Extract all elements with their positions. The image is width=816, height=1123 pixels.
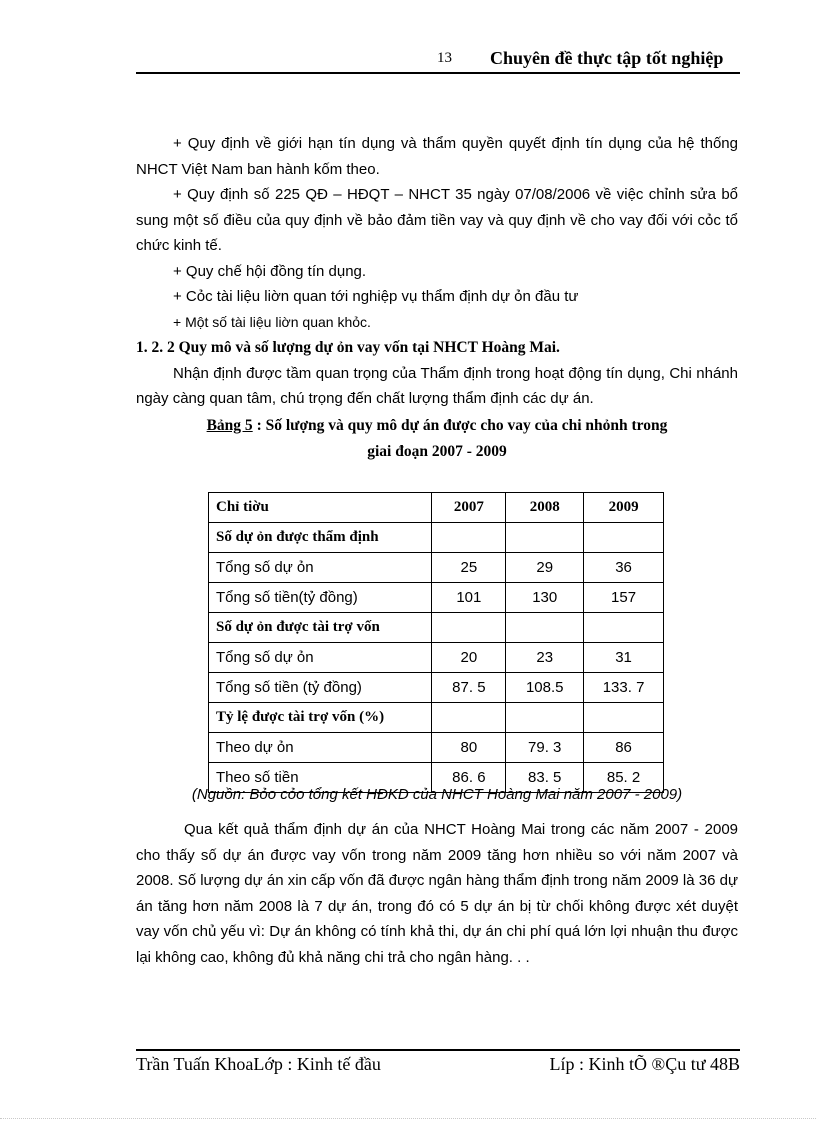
- table-cell: Tổng số dự ỏn: [209, 643, 432, 673]
- table-cell: 25: [432, 553, 506, 583]
- table-cell: 130: [506, 583, 584, 613]
- table-cell: Số dự ỏn được tài trợ vốn: [209, 613, 432, 643]
- table-cell: 23: [506, 643, 584, 673]
- table-cell: 101: [432, 583, 506, 613]
- table-row: [209, 673, 664, 703]
- table-cell: [506, 613, 584, 643]
- caption-line-1: [136, 413, 738, 439]
- table-cell: Tổng số dự ỏn: [209, 553, 432, 583]
- table-cell: [432, 613, 506, 643]
- header-title: Chuyên đề thực tập tốt nghiệp: [490, 48, 724, 68]
- table-row: [209, 733, 664, 763]
- table-cell: Tổng số tiền (tỷ đồng): [209, 673, 432, 703]
- page-number: 13: [437, 50, 452, 66]
- table-cell: Tỷ lệ được tài trợ vốn (%): [209, 703, 432, 733]
- header-cell: 2008: [506, 493, 584, 523]
- caption-line-2: giai đoạn 2007 - 2009: [367, 443, 507, 460]
- intro-paragraph: Nhận định được tầm quan trọng của Thẩm định trong hoạt động tín dụng, Chi nhánh ngày càng quan tâm, chú trọng đến chất lượng thẩm định các dự án.: [136, 364, 738, 407]
- section-heading: 1. 2. 2 Quy mô và số lượng dự ỏn vay vốn tại NHCT Hoàng Mai.: [136, 339, 560, 356]
- paragraph-regulation-225: + Quy định số 225 QĐ – HĐQT – NHCT 35 ngày 07/08/2006 về việc chỉnh sửa bổ sung một số điều của quy định về bảo đảm tiền vay và quy định về cho vay đối với cỏc tổ chức kinh tế.: [136, 186, 738, 254]
- table-cell: 87. 5: [432, 673, 506, 703]
- table-cell: [584, 703, 664, 733]
- header-cell: Chỉ tiờu: [209, 493, 432, 523]
- table-cell: Tổng số tiền(tỷ đồng): [209, 583, 432, 613]
- table-section-row: [209, 523, 664, 553]
- data-table: [208, 492, 664, 793]
- paragraph-appraisal-docs: + Cỏc tài liệu liờn quan tới nghiệp vụ thẩm định dự ỏn đầu tư: [173, 288, 579, 305]
- caption-text: : Số lượng và quy mô dự án được cho vay của chi nhỏnh trong: [252, 417, 668, 434]
- table-header-row: [209, 493, 664, 523]
- source-note: (Nguồn: Bỏo cỏo tổng kết HĐKD của NHCT Hoàng Mai năm 2007 - 2009): [191, 786, 683, 803]
- table-cell: [584, 613, 664, 643]
- table-cell: 85. 2: [584, 763, 664, 793]
- table-cell: 86: [584, 733, 664, 763]
- footer-author: Trần Tuấn KhoaLớp : Kinh tế đầu: [136, 1054, 381, 1074]
- table-cell: 80: [432, 733, 506, 763]
- table-cell: [584, 523, 664, 553]
- body-upper: [136, 131, 738, 412]
- table-cell: 79. 3: [506, 733, 584, 763]
- table-cell: [432, 703, 506, 733]
- paragraph-regulation-limit: + Quy định về giới hạn tín dụng và thẩm quyền quyết định tín dụng của hệ thống NHCT Việt Nam ban hành kốm theo.: [136, 135, 738, 178]
- header-cell: 2009: [584, 493, 664, 523]
- table-section-row: [209, 613, 664, 643]
- table-row: [209, 643, 664, 673]
- table-row: [209, 553, 664, 583]
- table-cell: 20: [432, 643, 506, 673]
- table-cell: 108.5: [506, 673, 584, 703]
- header-rule: [136, 72, 740, 74]
- paragraph-other-docs: + Một số tài liệu liờn quan khỏc.: [173, 313, 371, 330]
- table-cell: [506, 703, 584, 733]
- caption-label: Bảng 5: [206, 417, 253, 434]
- body-lower: [136, 817, 738, 970]
- table-caption: [136, 413, 738, 465]
- table-section-row: [209, 703, 664, 733]
- table-cell: 36: [584, 553, 664, 583]
- table-cell: 157: [584, 583, 664, 613]
- header-cell: 2007: [432, 493, 506, 523]
- table-cell: 31: [584, 643, 664, 673]
- table-cell: Theo số tiền: [209, 763, 432, 793]
- footer-class: Líp : Kinh tÕ ®Çu tư 48B: [549, 1054, 740, 1074]
- table-row: [209, 583, 664, 613]
- table-cell: 83. 5: [506, 763, 584, 793]
- conclusion-paragraph: Qua kết quả thẩm định dự án của NHCT Hoàng Mai trong các năm 2007 - 2009 cho thấy số dự án được vay vốn trong năm 2009 tăng hơn nhiều so với năm 2007 và 2008. Số lượng dự án xin cấp vốn đã được ngân hàng thẩm định trong năm 2009 là 36 dự án tăng hơn năm 2008 là 7 dự án, trong đó có 5 dự án bị từ chối không được xét duyệt vay vốn chủ yếu vì: Dự án không có tính khả thi, dự án chi phí quá lớn lợi nhuận thu được lại không cao, không đủ khả năng chi trả cho ngân hàng. . .: [136, 821, 738, 966]
- table-cell: [506, 523, 584, 553]
- table-cell: [432, 523, 506, 553]
- table-cell: Số dự ỏn được thẩm định: [209, 523, 432, 553]
- table-cell: 133. 7: [584, 673, 664, 703]
- table-cell: 29: [506, 553, 584, 583]
- paragraph-credit-council: + Quy chế hội đồng tín dụng.: [173, 262, 367, 280]
- footer-rule: [136, 1049, 740, 1051]
- table-cell: 86. 6: [432, 763, 506, 793]
- page-edge: [0, 1118, 816, 1119]
- table-cell: Theo dự ỏn: [209, 733, 432, 763]
